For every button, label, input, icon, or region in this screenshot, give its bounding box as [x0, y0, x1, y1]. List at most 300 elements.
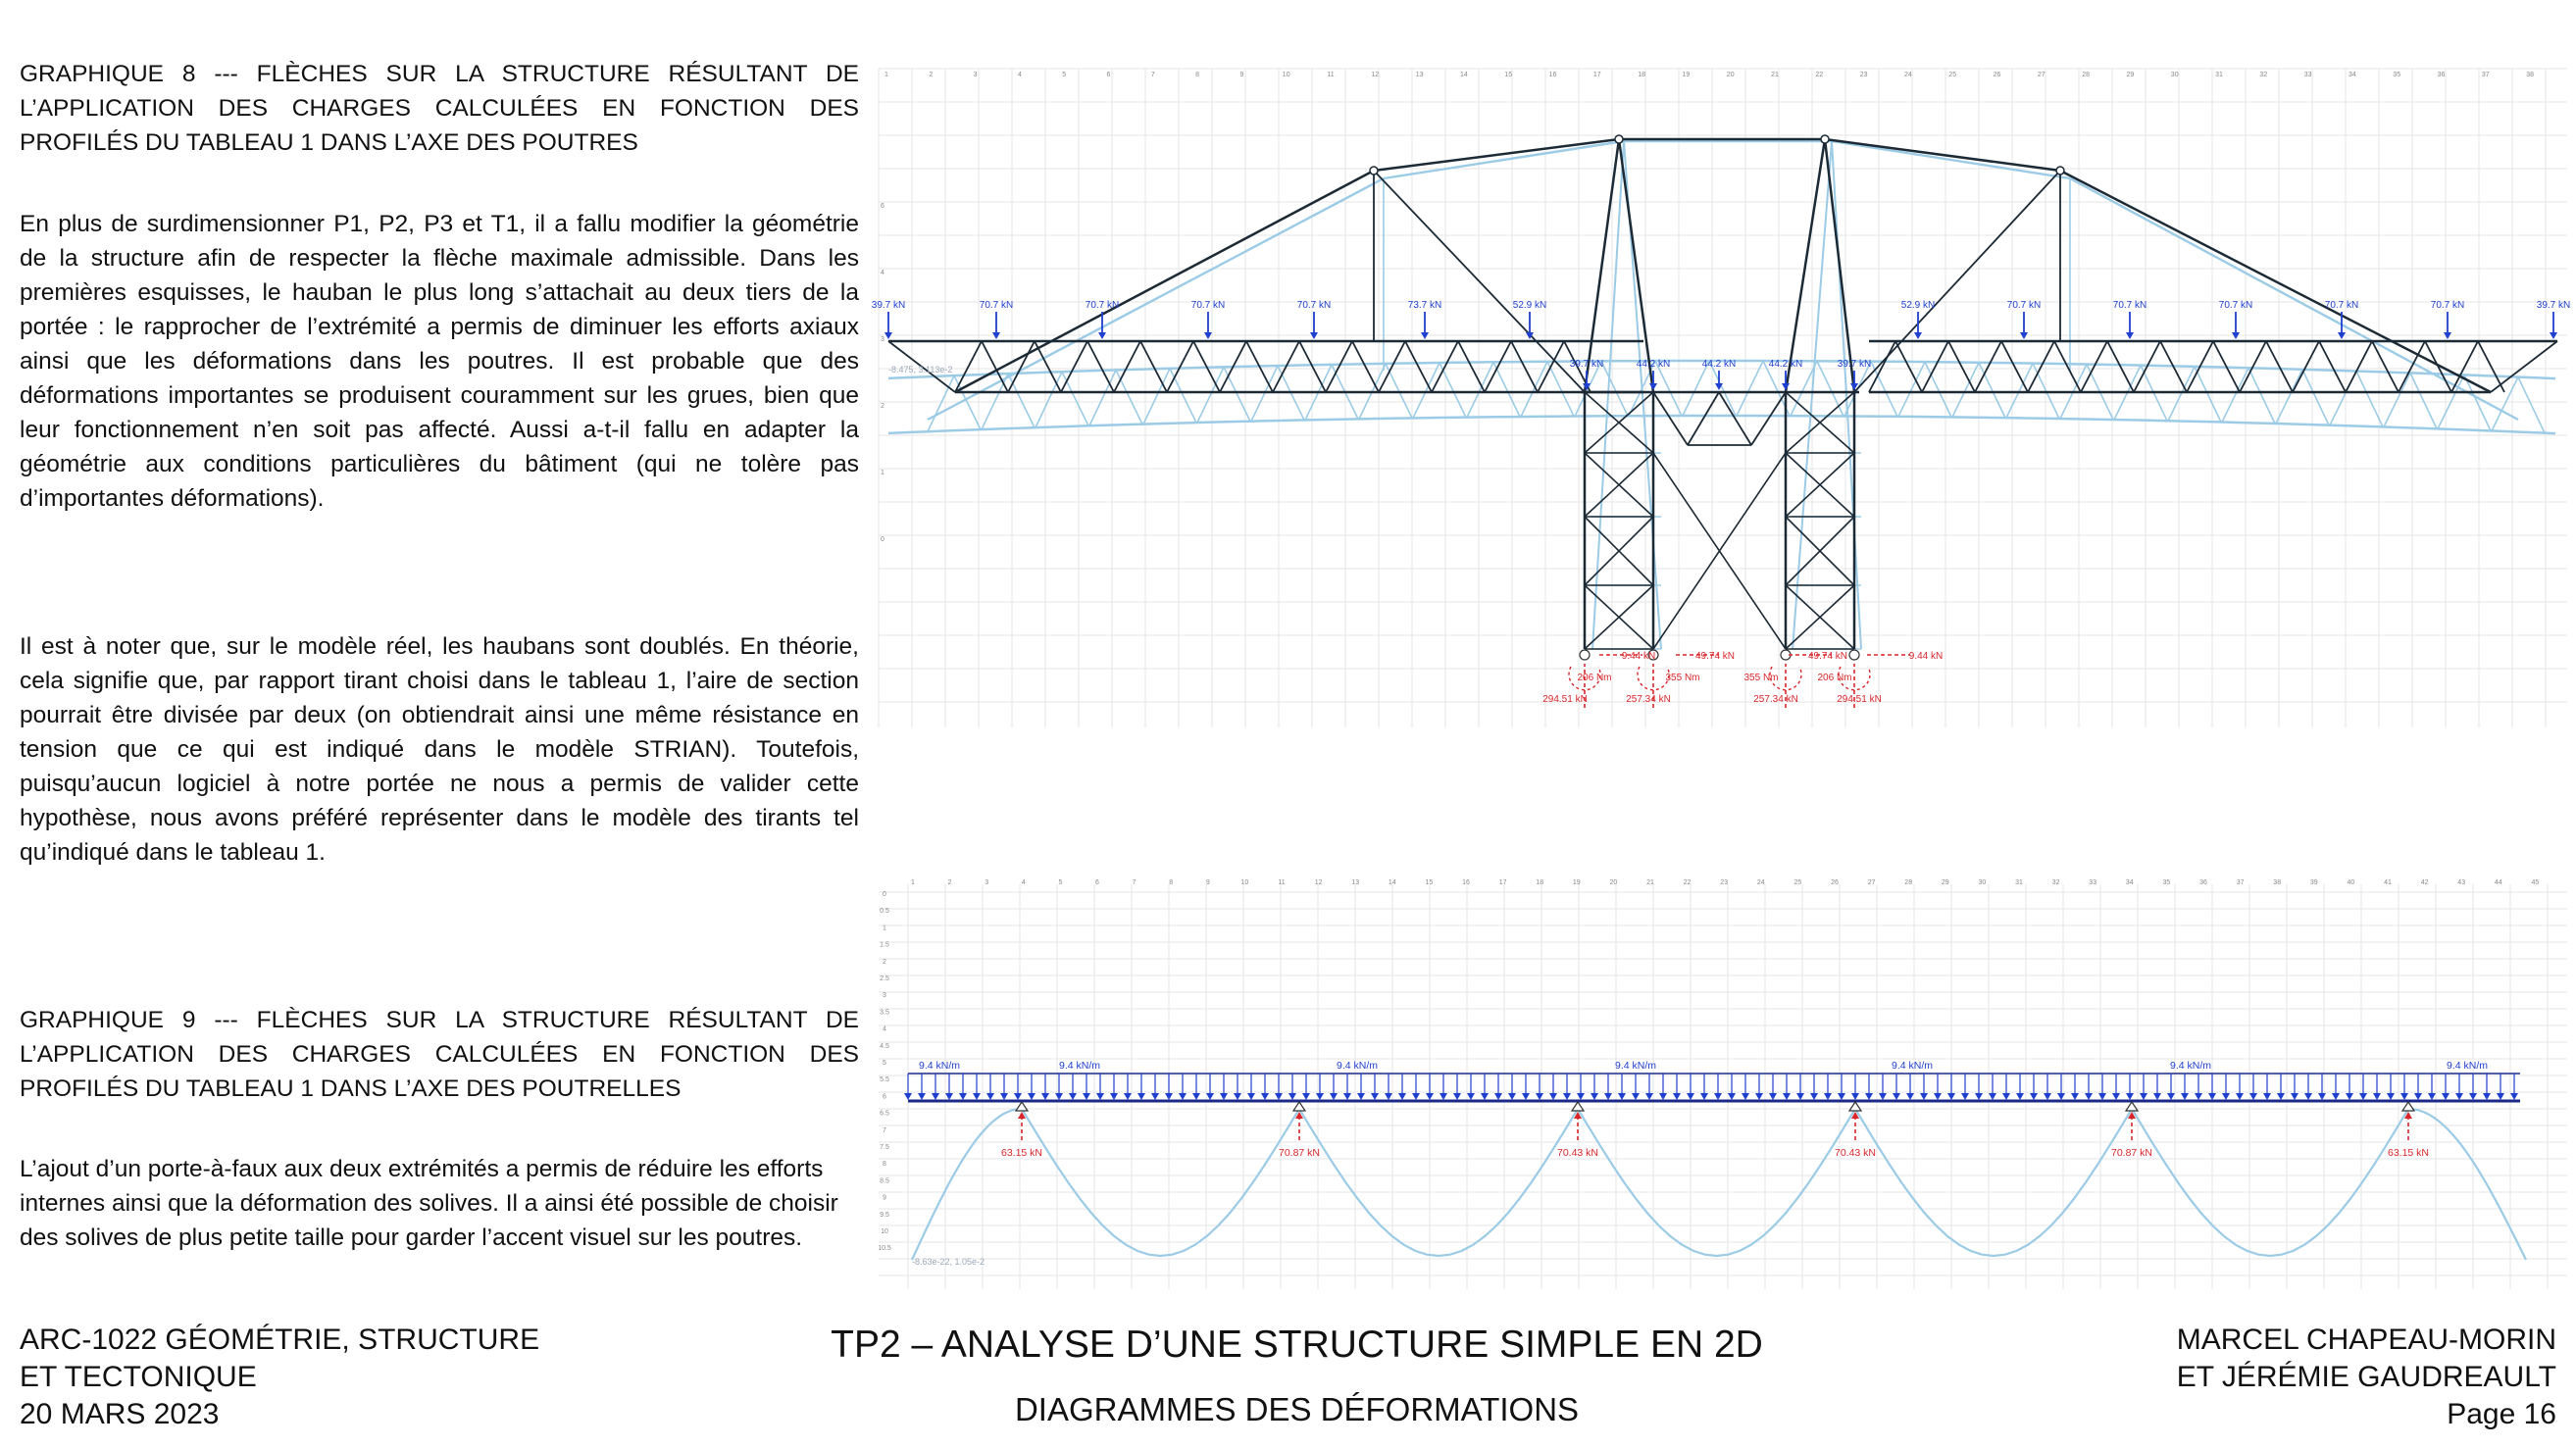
arrow-head	[1069, 1093, 1077, 1100]
arrow-head	[1137, 1093, 1145, 1100]
moment-label: 355 Nm	[1665, 673, 1700, 683]
caption-line: L’APPLICATION DES CHARGES CALCULÉES EN FONCTION DES	[20, 1041, 859, 1068]
node	[2056, 167, 2064, 175]
node	[1821, 135, 1829, 143]
load-label: 70.7 kN	[979, 300, 1014, 311]
arrow-head	[1261, 1093, 1269, 1100]
arrow-head	[2057, 1093, 2065, 1100]
tick-label: 14	[1388, 879, 1396, 886]
tick-label: 26	[1993, 72, 2001, 78]
deformed-member	[1143, 369, 1170, 425]
tick-label: 3.5	[880, 1009, 889, 1017]
tick-label: 35	[2393, 72, 2401, 78]
tick-label: 10	[1282, 72, 1290, 78]
tick-label: 10.5	[878, 1245, 891, 1253]
beam	[908, 1074, 2520, 1101]
tick-label: 22	[1683, 879, 1692, 886]
tick-label: 2	[881, 403, 884, 410]
deformed-member	[1062, 372, 1088, 425]
arrow-head	[2153, 1093, 2161, 1100]
load-label: 9.4 kN/m	[918, 1060, 961, 1072]
arrow-head	[2359, 1093, 2367, 1100]
course-line: ARC-1022 GÉOMÉTRIE, STRUCTURE	[20, 1324, 540, 1356]
arrow-head	[2126, 1093, 2134, 1100]
arrow-head	[1234, 1093, 1241, 1100]
deformed-member	[1521, 362, 1547, 417]
member	[2425, 341, 2451, 392]
member	[1895, 341, 1922, 392]
load-label: 39.7 kN	[1569, 359, 1604, 370]
tick-label: 13	[1415, 72, 1424, 78]
arrow-head	[1371, 1093, 1379, 1100]
arrow-head	[2195, 1093, 2202, 1100]
deformed-member	[1952, 363, 1979, 418]
tick-label: 20	[1609, 879, 1618, 886]
deformed-shape	[888, 141, 2555, 649]
load-label: 70.7 kN	[2112, 300, 2147, 311]
deformed-member	[2248, 368, 2275, 424]
tick-label: 12	[1371, 72, 1380, 78]
deformed-member	[2195, 367, 2221, 423]
arrow-head	[1714, 1093, 1722, 1100]
caption-line: PROFILÉS DU TABLEAU 1 DANS L’AXE DES POUTRES	[20, 129, 638, 156]
tick-label: 3	[881, 336, 884, 343]
tick-label: 6	[881, 203, 884, 210]
reaction-label: 63.15 kN	[2387, 1147, 2430, 1159]
arrow-head	[1151, 1093, 1159, 1100]
reactions	[1542, 650, 1943, 708]
deformed-member	[1547, 362, 1574, 417]
reaction-label: 49.74 kN	[1807, 651, 1848, 662]
member	[2054, 341, 2081, 392]
load-label: 9.4 kN/m	[2169, 1060, 2212, 1072]
member	[1326, 341, 1352, 392]
arrow-head	[1124, 1093, 1132, 1100]
member	[1485, 341, 1511, 392]
tick-label: 13	[1351, 879, 1360, 886]
tick-label: 11	[1278, 879, 1286, 886]
paragraph-porte-a-faux: L’ajout d’un porte-à-faux aux deux extrémités a permis de réduire les efforts internes ainsi que la déformation des solives. Il a ainsi été possible de choisir des solives de plus petite taille pour garder l’accent visuel sur les poutres.	[20, 1156, 838, 1251]
arrow-head	[1618, 1093, 1626, 1100]
reaction-label: 257.34 kN	[1753, 694, 1798, 705]
deformed-member	[2384, 373, 2410, 426]
member	[2319, 341, 2346, 392]
tick-label: 3	[985, 879, 989, 886]
arrow-head	[1467, 1093, 1475, 1100]
tick-label: 5	[1058, 879, 1063, 886]
arrow-head	[2277, 1093, 2285, 1100]
caption-line: GRAPHIQUE 9 --- FLÈCHES SUR LA STRUCTURE RÉSULTANT DE	[20, 1007, 859, 1033]
arrow-head	[1563, 1093, 1571, 1100]
arrow-head	[1000, 1093, 1008, 1100]
deformed-curve	[912, 1109, 2526, 1260]
arrow-head	[2318, 1093, 2326, 1100]
arrow-head	[2098, 1093, 2106, 1100]
tick-label: 9	[1239, 72, 1244, 78]
reaction-label: 70.87 kN	[2110, 1147, 2153, 1159]
deformed-member	[1413, 363, 1440, 418]
support	[1849, 650, 1859, 660]
member	[1405, 341, 1432, 392]
arrow-head	[2442, 1093, 2450, 1100]
arrow-head	[2030, 1093, 2038, 1100]
tick-label: 39	[2309, 879, 2318, 886]
deformed-member	[1832, 141, 2070, 178]
tick-label: 7	[1150, 72, 1155, 78]
tick-label: 24	[1756, 879, 1765, 886]
arrow-head	[1577, 1093, 1585, 1100]
arrow-head	[1782, 383, 1790, 390]
tick-label: 31	[2015, 879, 2023, 886]
arrow-head	[1989, 1093, 1996, 1100]
arrow-head	[2483, 1093, 2491, 1100]
tick-label: 2.5	[880, 975, 889, 982]
support	[1293, 1102, 1305, 1111]
coordinate-readout: -8.63e-22, 1.05e-2	[912, 1257, 985, 1267]
page-title: TP2 – ANALYSE D’UNE STRUCTURE SIMPLE EN 2D	[831, 1324, 1763, 1366]
tick-label: 9	[883, 1194, 886, 1202]
tick-label: 28	[2082, 72, 2090, 78]
load-label: 9.4 kN/m	[2446, 1060, 2489, 1072]
course-info	[20, 1322, 539, 1433]
deformed-member	[2222, 368, 2248, 422]
load-label: 9.4 kN/m	[1336, 1060, 1379, 1072]
tick-label: 1.5	[880, 941, 889, 949]
arrow-head	[1604, 1093, 1612, 1100]
support	[2402, 1102, 2414, 1111]
reaction-label: 9.44 kN	[1908, 651, 1944, 662]
load-label: 52.9 kN	[1900, 300, 1936, 311]
arrow-head	[1096, 1093, 1104, 1100]
member	[2293, 341, 2319, 392]
arrow-head	[1165, 1093, 1173, 1100]
tick-label: 15	[1504, 72, 1513, 78]
deformed-member	[2276, 370, 2302, 424]
arrow-head	[2181, 1093, 2189, 1100]
tick-label: 3	[973, 72, 978, 78]
arrow-head	[986, 1093, 994, 1100]
member	[2346, 341, 2372, 392]
deformed-member	[888, 416, 2555, 433]
arrow-head	[1330, 1093, 1338, 1100]
arrow-head	[2263, 1093, 2271, 1100]
tick-label: 24	[1904, 72, 1912, 78]
arrow-head	[1893, 1093, 1900, 1100]
tick-label: 38	[2273, 879, 2282, 886]
arrow-head	[2414, 1093, 2422, 1100]
arrow-head	[1481, 1093, 1489, 1100]
reaction-label: 9.44 kN	[1621, 651, 1656, 662]
member	[1087, 341, 1114, 392]
deformed-member	[2070, 178, 2518, 420]
member	[955, 171, 1374, 392]
arrow-head	[1494, 1093, 1502, 1100]
arrow-head	[1220, 1093, 1228, 1100]
tick-label: 6	[883, 1093, 886, 1101]
diagram-deflection-joists	[879, 873, 2567, 1289]
arrow-head	[2387, 1093, 2395, 1100]
arrow-head	[2455, 1093, 2463, 1100]
tick-label: 38	[2526, 72, 2534, 78]
member	[1167, 341, 1193, 392]
tick-label: 10	[1240, 879, 1249, 886]
arrow-head	[2469, 1093, 2477, 1100]
deformed-member	[2518, 377, 2545, 433]
reaction-label: 63.15 kN	[1000, 1147, 1043, 1159]
structure	[888, 135, 2557, 649]
load-label: 9.4 kN/m	[1891, 1060, 1934, 1072]
author-line: MARCEL CHAPEAU-MORIN	[2176, 1324, 2556, 1356]
tick-label: 17	[1498, 879, 1507, 886]
tick-label: 1	[883, 924, 886, 932]
arrow-head	[1851, 1093, 1859, 1100]
support	[2126, 1102, 2138, 1111]
arrow-head	[1824, 1093, 1832, 1100]
load-label: 39.7 kN	[1837, 359, 1872, 370]
tick-label: 25	[1948, 72, 1957, 78]
member	[2001, 341, 2028, 392]
tick-label: 37	[2236, 879, 2245, 886]
arrow-head	[1385, 1093, 1392, 1100]
deformed-member	[1925, 362, 1951, 417]
arrow-head	[1659, 1093, 1667, 1100]
tick-label: 6	[1106, 72, 1111, 78]
load-label: 44.2 kN	[1701, 359, 1737, 370]
member	[1140, 341, 1167, 392]
tick-label: 16	[1548, 72, 1557, 78]
tick-label: 6	[1095, 879, 1099, 886]
deformed-member	[1601, 361, 1628, 416]
authors	[2177, 1322, 2556, 1433]
tick-label: 33	[2303, 72, 2312, 78]
load-label: 44.2 kN	[1768, 359, 1803, 370]
reaction-label: 70.87 kN	[1278, 1147, 1321, 1159]
page-subtitle: DIAGRAMMES DES DÉFORMATIONS	[1014, 1391, 1580, 1427]
tick-label: 25	[1793, 879, 1802, 886]
caption-line: PROFILÉS DU TABLEAU 1 DANS L’AXE DES POUTRELLES	[20, 1075, 682, 1102]
reactions	[1001, 1102, 2429, 1159]
tick-label: 29	[2126, 72, 2135, 78]
tick-label: 21	[1646, 879, 1654, 886]
member	[1825, 139, 1854, 392]
arrow-head	[2510, 1093, 2518, 1100]
load-label: 70.7 kN	[1296, 300, 1332, 311]
page-number: Page 16	[2447, 1398, 2556, 1430]
arrow-head	[1343, 1093, 1351, 1100]
arrow-head	[1288, 1093, 1296, 1100]
tick-label: 5	[883, 1060, 886, 1067]
load-label: 44.2 kN	[1636, 359, 1671, 370]
tick-label: 19	[1572, 879, 1581, 886]
member	[1114, 341, 1140, 392]
arrow-head	[1769, 1093, 1777, 1100]
tick-label: 11	[1327, 72, 1335, 78]
arrow-head	[2304, 1093, 2312, 1100]
arrow-head	[2002, 1093, 2010, 1100]
tick-label: 34	[2349, 72, 2356, 78]
arrow-head	[1865, 1093, 1873, 1100]
tick-label: 4	[1017, 72, 1022, 78]
arrow-head	[1412, 1093, 1420, 1100]
deformed-member	[1384, 141, 1624, 178]
tick-label: 41	[2384, 879, 2392, 886]
tick-label: 30	[2170, 72, 2179, 78]
arrow-head	[1934, 1093, 1942, 1100]
deformed-member	[2302, 370, 2329, 425]
arrow-head	[1055, 1093, 1063, 1100]
member	[2107, 341, 2134, 392]
arrow-head	[1179, 1093, 1187, 1100]
load-label: 52.9 kN	[1512, 300, 1547, 311]
tick-label: 37	[2481, 72, 2490, 78]
member	[1619, 139, 1653, 392]
tick-label: 18	[1536, 879, 1544, 886]
diagram-deflection-beams	[871, 61, 2571, 727]
tick-label: 6.5	[880, 1110, 889, 1118]
tick-label: 45	[2531, 879, 2540, 886]
deformed-member	[928, 178, 1384, 420]
tick-label: 30	[1978, 879, 1987, 886]
tick-label: 8	[1169, 879, 1174, 886]
member	[1458, 341, 1485, 392]
arrow-head	[1673, 1093, 1681, 1100]
tick-label: 17	[1592, 72, 1601, 78]
tick-label: 1	[884, 72, 888, 78]
arrow-head	[1028, 1093, 1035, 1100]
tick-label: 27	[1867, 879, 1876, 886]
arrow-head	[1879, 1093, 1887, 1100]
node	[1615, 135, 1623, 143]
tick-label: 4	[1021, 879, 1026, 886]
load-label: 70.7 kN	[2324, 300, 2359, 311]
tick-label: 20	[1726, 72, 1735, 78]
tick-label: 23	[1720, 879, 1729, 886]
member	[1585, 139, 1619, 392]
load-label: 73.7 kN	[1407, 300, 1442, 311]
arrow-head	[1192, 1093, 1200, 1100]
tick-label: 0	[881, 536, 884, 543]
arrow-head	[1742, 1093, 1749, 1100]
tick-label: 8.5	[880, 1177, 889, 1185]
arrow-head	[1440, 1093, 1447, 1100]
member	[1948, 341, 1975, 392]
reaction-label: 294.51 kN	[1542, 694, 1588, 705]
member	[1688, 392, 1719, 445]
arrow-head	[2428, 1093, 2436, 1100]
load-label: 70.7 kN	[2006, 300, 2042, 311]
grid	[878, 879, 2567, 1289]
paragraph-geometry: En plus de surdimensionner P1, P2, P3 et T1, il a fallu modifier la géométrie de la structure afin de respecter la flèche maximale admissible. Dans les premières esquisses, le hauban le plus long s’attachait au deux tiers de la portée : le rapprocher de l’extrémité a permis de diminuer les efforts axiaux ainsi que les déformations dans les poutres. Il est probable que des déformations importantes se produisent couramment sur les grues, bien que leur fonctionnement n’en soit pas affecté. Aussi a-t-il fallu en adapter la géométrie aux conditions particulières du bâtiment (qui ne tolère pas d’importantes déformations).	[20, 211, 859, 512]
support	[1016, 1102, 1028, 1111]
arrow-head	[918, 1093, 926, 1100]
load-label: 9.4 kN/m	[1614, 1060, 1657, 1072]
tick-label: 32	[2051, 879, 2060, 886]
arrow-head	[1426, 1093, 1434, 1100]
arrow-head	[1247, 1093, 1255, 1100]
support	[1572, 1102, 1584, 1111]
tick-label: 0	[883, 891, 886, 898]
member	[1825, 139, 2060, 171]
arrow-head	[1110, 1093, 1118, 1100]
load-label: 70.7 kN	[2218, 300, 2253, 311]
deformed-member	[1493, 362, 1520, 417]
member	[1379, 341, 1405, 392]
arrow-head	[1649, 383, 1657, 390]
tick-label: 34	[2125, 879, 2134, 886]
reaction-label: 70.43 kN	[1556, 1147, 1599, 1159]
deformed-member	[1467, 362, 1493, 417]
arrow-head	[2346, 1093, 2353, 1100]
deformed-member	[1832, 141, 1861, 649]
tick-label: 12	[1314, 879, 1323, 886]
arrow-head	[1083, 1093, 1090, 1100]
moment-label: 355 Nm	[1743, 673, 1779, 683]
arrow-head	[2140, 1093, 2147, 1100]
node	[1370, 167, 1378, 175]
tick-label: 22	[1815, 72, 1824, 78]
tick-label: 36	[2199, 879, 2207, 886]
arrow-head	[2291, 1093, 2298, 1100]
arrow-head	[973, 1093, 981, 1100]
arrow-head	[2071, 1093, 2079, 1100]
arrow-head	[1810, 1093, 1818, 1100]
member	[1719, 392, 1751, 445]
arrow-head	[2236, 1093, 2244, 1100]
arrow-head	[1522, 1093, 1530, 1100]
tick-label: 36	[2437, 72, 2446, 78]
member	[1786, 139, 1825, 392]
author-line: ET JÉRÉMIE GAUDREAULT	[2176, 1361, 2556, 1393]
arrow-head	[2400, 1093, 2408, 1100]
tick-label: 14	[1460, 72, 1468, 78]
paragraph-haubans: Il est à noter que, sur le modèle réel, les haubans sont doublés. En théorie, cela signifie que, par rapport tirant choisi dans le tableau 1, l’aire de section pourrait être divisée par deux (on obtiendrait ainsi une même résistance en tension que ce qui est indiqué dans le modèle STRIAN). Toutefois, puisqu’aucun logiciel à notre portée ne nous a permis de valider cette hypothèse, nous avons préféré représenter dans le modèle des tirants tel qu’indiqué dans le tableau 1.	[20, 633, 859, 866]
deformed-member	[1979, 363, 2005, 418]
tick-label: 18	[1638, 72, 1645, 78]
arrow-head	[1275, 1093, 1283, 1100]
caption-graphique-9	[20, 1003, 859, 1106]
tick-label: 8	[883, 1161, 886, 1169]
arrow-head	[2167, 1093, 2175, 1100]
load-label: 70.7 kN	[1085, 300, 1120, 311]
tick-label: 2	[947, 879, 952, 886]
tick-label: 29	[1941, 879, 1949, 886]
tick-label: 31	[2215, 72, 2223, 78]
arrow-head	[1906, 1093, 1914, 1100]
arrow-head	[1632, 1093, 1640, 1100]
tick-label: 7.5	[880, 1144, 889, 1151]
deformed-member	[2492, 377, 2518, 431]
deformed-member	[2410, 373, 2437, 428]
arrow-head	[1302, 1093, 1310, 1100]
tick-label: 16	[1462, 879, 1470, 886]
tick-label: 44	[2494, 879, 2502, 886]
tick-label: 9	[1205, 879, 1210, 886]
caption-line: GRAPHIQUE 8 --- FLÈCHES SUR LA STRUCTURE RÉSULTANT DE	[20, 61, 859, 87]
deformed-member	[1116, 370, 1142, 424]
tick-label: 3	[883, 992, 886, 1000]
arrow-head	[945, 1093, 953, 1100]
member	[2491, 341, 2557, 392]
arrow-head	[1920, 1093, 1928, 1100]
arrow-head	[2112, 1093, 2120, 1100]
moment-label: 206 Nm	[1577, 673, 1612, 683]
load-label: 70.7 kN	[2430, 300, 2465, 311]
arrow-head	[1536, 1093, 1543, 1100]
member	[1374, 139, 1619, 171]
tick-label: 5.5	[880, 1076, 889, 1084]
arrow-head	[2332, 1093, 2340, 1100]
load-label: 70.7 kN	[1190, 300, 1226, 311]
